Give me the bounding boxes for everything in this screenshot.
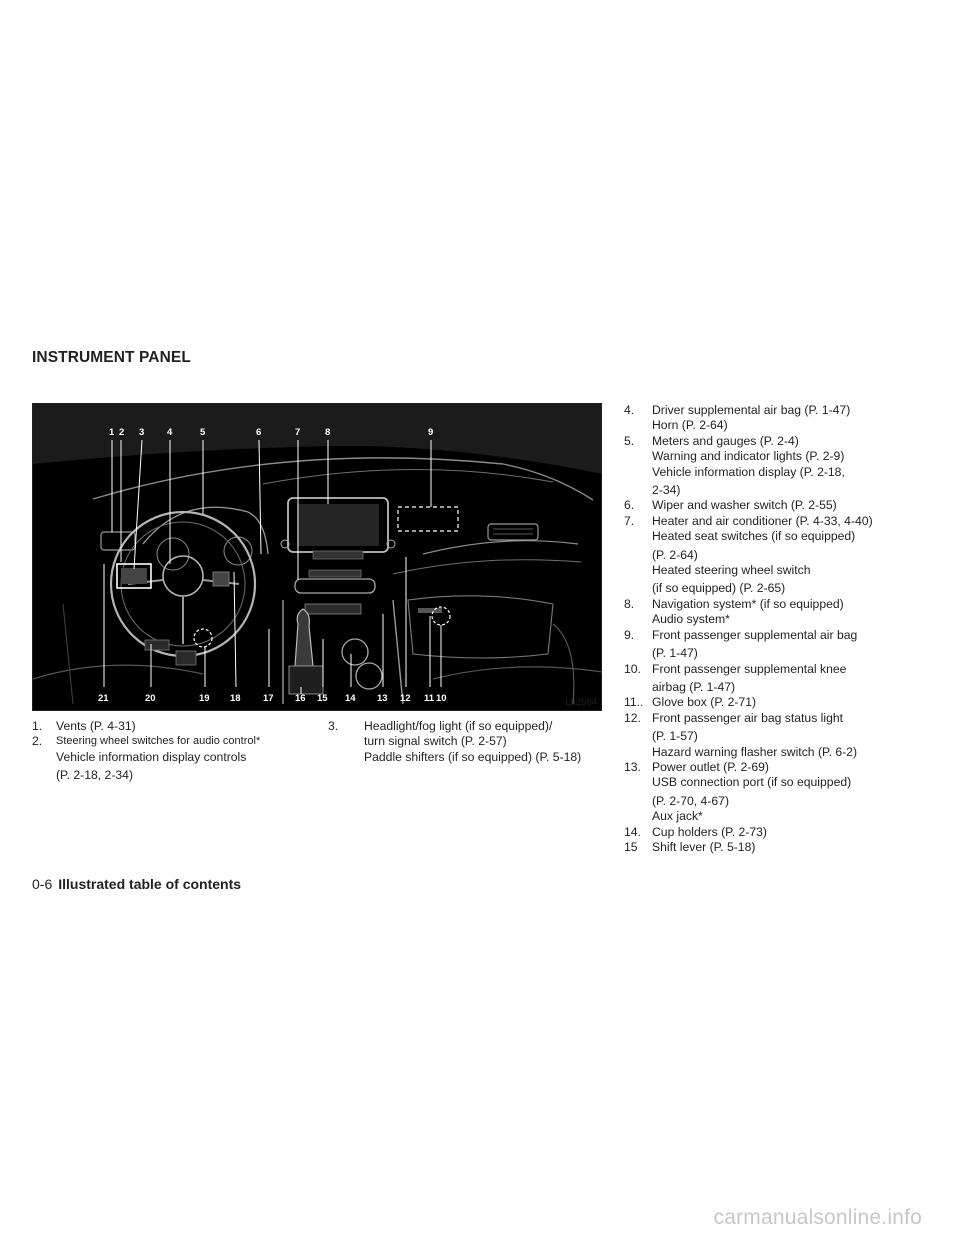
callout-19: 19 [199,693,210,704]
item-number: 10. [624,661,641,676]
item-text: Vehicle information display controls [56,749,247,764]
item-text: (if so equipped) (P. 2-65) [652,581,786,596]
callout-18: 18 [230,693,241,704]
legend-item-6 [624,498,924,513]
item-number: 2. [32,734,43,749]
legend-item-15 [624,840,924,855]
item-number: 4. [624,403,635,417]
legend-column-2 [328,719,603,765]
dashboard-illustration [33,404,602,711]
item-text: Power outlet (P. 2-69) [652,759,769,774]
callout-10: 10 [436,693,447,704]
callout-16: 16 [295,693,306,704]
callout-4: 4 [167,427,173,438]
item-text: Warning and indicator lights (P. 2-9) [652,449,845,464]
item-number: 7. [624,513,635,528]
item-text: Navigation system* (if so equipped) [652,596,844,611]
legend-item-7 [624,514,924,597]
callout-2: 2 [119,427,125,438]
item-text: 2-34) [652,483,681,498]
callout-9: 9 [428,427,434,438]
legend-item-8 [624,597,924,628]
page-number: 0-6 [32,876,53,892]
callout-20: 20 [145,693,156,704]
legend-item-2 [32,734,317,783]
item-text: Heated steering wheel switch [652,563,811,578]
callout-15: 15 [317,693,328,704]
callout-21: 21 [98,693,109,704]
instrument-panel-figure [32,403,602,711]
legend-item-14 [624,825,924,840]
callout-13: 13 [377,693,388,704]
item-text: (P. 2-64) [652,547,698,562]
item-number: 11.. [624,695,644,710]
item-text: USB connection port (if so equipped) [652,775,852,790]
callout-6: 6 [256,427,262,438]
callout-7: 7 [295,427,301,438]
item-text: Shift lever (P. 5-18) [652,839,756,854]
legend-item-5 [624,434,924,499]
item-text: Heated seat switches (if so equipped) [652,529,856,544]
page-footer [32,876,241,892]
item-text: Audio system* [652,612,730,627]
item-number: 3. [328,719,339,733]
item-text: Horn (P. 2-64) [652,418,728,433]
callout-1: 1 [109,427,115,438]
item-number: 8. [624,596,635,611]
section-title: INSTRUMENT PANEL [32,349,191,366]
item-text: Meters and gauges (P. 2-4) [652,433,799,448]
item-text: Glove box (P. 2-71) [652,695,757,710]
item-text: Paddle shifters (if so equipped) (P. 5-18) [364,749,582,764]
legend-item-12 [624,711,924,760]
item-text: Headlight/fog light (if so equipped)/ [364,719,553,733]
item-number: 15 [624,839,638,854]
watermark: carmanualsonline.info [713,1206,922,1229]
figure-code: LII2584 [565,697,597,708]
callout-14: 14 [345,693,356,704]
item-text: (P. 1-57) [652,729,698,744]
item-number: 14. [624,824,641,839]
item-text: turn signal switch (P. 2-57) [364,734,507,749]
item-text: Wiper and washer switch (P. 2-55) [652,498,837,513]
callout-8: 8 [325,427,331,438]
item-text: Driver supplemental air bag (P. 1-47) [652,403,851,417]
item-text: Heater and air conditioner (P. 4-33, 4-40) [652,513,873,528]
footer-title: Illustrated table of contents [58,876,242,892]
item-text: Cup holders (P. 2-73) [652,824,767,839]
item-text: Front passenger supplemental knee [652,661,847,676]
item-number: 9. [624,627,635,642]
item-text: Hazard warning flasher switch (P. 6-2) [652,744,858,759]
item-number: 6. [624,498,635,513]
item-number: 5. [624,433,635,448]
item-text: (P. 2-70, 4-67) [652,793,730,808]
item-text: Steering wheel switches for audio control* [56,735,261,748]
legend-item-1 [32,719,317,734]
callout-17: 17 [263,693,274,704]
legend-item-9 [624,628,924,662]
item-text: Vehicle information display (P. 2-18, [652,464,845,479]
item-text: (P. 2-18, 2-34) [56,768,134,783]
callout-3: 3 [139,427,145,438]
item-number: 13. [624,759,641,774]
callout-5: 5 [200,427,206,438]
item-text: Vents (P. 4-31) [56,719,136,733]
item-number: 1. [32,719,43,733]
legend-item-10 [624,662,924,696]
item-text: Front passenger air bag status light [652,710,844,725]
item-text: (P. 1-47) [652,646,698,661]
legend-item-4 [624,403,924,434]
legend-item-11 [624,695,924,710]
legend-column-1 [32,719,317,784]
callout-11: 11 [424,693,435,704]
item-text: Front passenger supplemental air bag [652,627,858,642]
item-number: 12. [624,710,641,725]
callout-12: 12 [400,693,411,704]
legend-item-13 [624,760,924,825]
item-text: Aux jack* [652,809,703,824]
item-text: airbag (P. 1-47) [652,679,736,694]
legend-column-3 [624,403,924,855]
legend-item-3 [328,719,603,765]
